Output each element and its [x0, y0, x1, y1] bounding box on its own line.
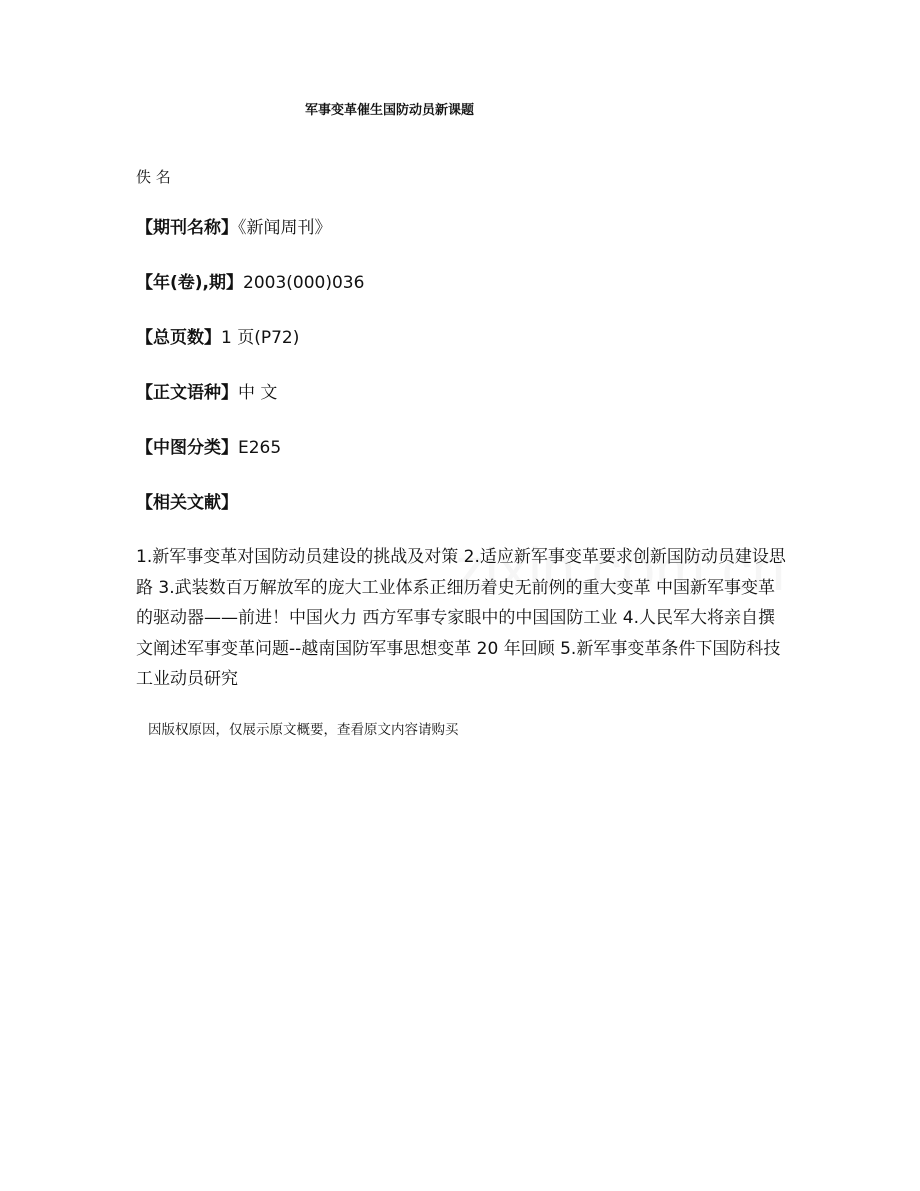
field-total-pages	[136, 323, 299, 348]
field-language	[136, 378, 277, 403]
field-label: 【年(卷),期】	[136, 273, 243, 293]
author-name: 佚 名	[136, 168, 171, 186]
field-value: 1 页(P72)	[221, 328, 300, 348]
field-value: 中 文	[238, 383, 278, 403]
field-related-literature	[136, 488, 238, 513]
copyright-notice: 因版权原因，仅展示原文概要，查看原文内容请购买	[148, 722, 459, 738]
field-label: 【相关文献】	[136, 493, 238, 513]
field-year-volume-issue	[136, 268, 364, 293]
field-classification	[136, 433, 281, 458]
related-literature-list: 1.新军事变革对国防动员建设的挑战及对策 2.适应新军事变革要求创新国防动员建设思路 3.武装数百万解放军的庞大工业体系正细历着史无前例的重大变革 中国新军事变革的驱动器——前进！中国火力 西方军事专家眼中的中国国防工业 4.人民军大将亲自撰文阐述军事变革问题--越南国防军事思想变革 20 年回顾 5.新军事变革条件下国防科技工业动员研究	[136, 547, 786, 689]
document-title: 军事变革催生国防动员新课题	[305, 103, 475, 118]
field-label: 【期刊名称】	[136, 218, 238, 238]
field-value: E265	[238, 438, 282, 458]
field-value: 2003(000)036	[243, 273, 365, 293]
field-value: 《新闻周刊》	[238, 218, 332, 238]
field-label: 【正文语种】	[136, 383, 238, 403]
field-label: 【中图分类】	[136, 438, 238, 458]
field-label: 【总页数】	[136, 328, 221, 348]
field-journal-name	[136, 213, 332, 238]
